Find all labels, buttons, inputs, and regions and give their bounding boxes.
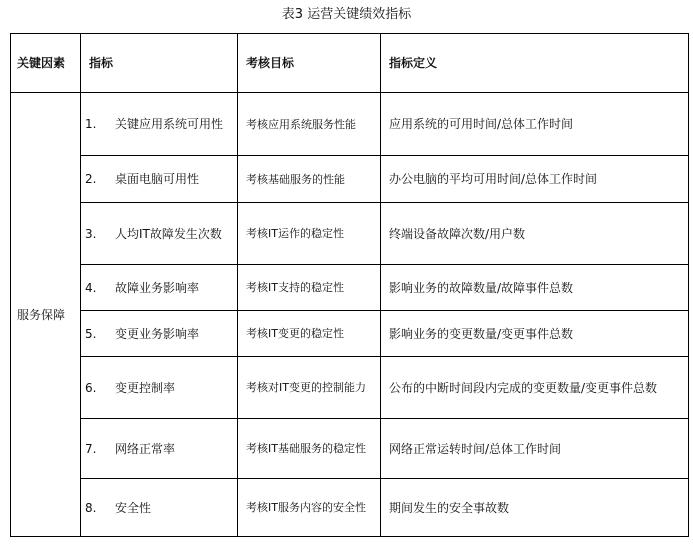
target-cell: 考核IT运作的稳定性	[238, 203, 381, 265]
header-metric: 指标	[81, 34, 238, 93]
metric-cell	[81, 203, 238, 265]
metric-name: 变更控制率	[115, 380, 176, 395]
metric-name: 安全性	[115, 500, 152, 515]
header-row	[11, 34, 689, 93]
table-row	[11, 203, 689, 265]
target-cell: 考核IT支持的稳定性	[238, 265, 381, 311]
target-cell: 考核IT基础服务的稳定性	[238, 419, 381, 479]
row-number: 5.	[85, 326, 97, 341]
metric-name: 故障业务影响率	[115, 280, 200, 295]
definition-cell: 应用系统的可用时间/总体工作时间	[381, 93, 689, 156]
definition-cell: 终端设备故障次数/用户数	[381, 203, 689, 265]
metric-cell	[81, 479, 238, 537]
row-number: 2.	[85, 172, 97, 186]
table-row	[11, 357, 689, 419]
target-cell: 考核对IT变更的控制能力	[238, 357, 381, 419]
header-definition: 指标定义	[381, 34, 689, 93]
metric-name: 关键应用系统可用性	[115, 117, 224, 131]
table-row	[11, 265, 689, 311]
metric-cell	[81, 419, 238, 479]
row-number: 7.	[85, 441, 97, 456]
row-number: 3.	[85, 226, 97, 241]
target-cell: 考核IT服务内容的安全性	[238, 479, 381, 537]
definition-cell: 影响业务的故障数量/故障事件总数	[381, 265, 689, 311]
metric-name: 变更业务影响率	[115, 326, 200, 341]
table-row	[11, 93, 689, 156]
metric-cell	[81, 93, 238, 156]
row-number: 4.	[85, 280, 97, 295]
target-cell: 考核基础服务的性能	[238, 156, 381, 203]
metric-cell	[81, 311, 238, 357]
row-number: 6.	[85, 380, 97, 395]
metric-name: 网络正常率	[115, 441, 176, 456]
metric-name: 桌面电脑可用性	[115, 172, 200, 186]
row-number: 8.	[85, 500, 97, 515]
definition-cell: 网络正常运转时间/总体工作时间	[381, 419, 689, 479]
header-target: 考核目标	[238, 34, 381, 93]
kpi-table	[10, 33, 689, 537]
metric-cell	[81, 265, 238, 311]
table-row	[11, 479, 689, 537]
definition-cell: 办公电脑的平均可用时间/总体工作时间	[381, 156, 689, 203]
definition-cell: 期间发生的安全事故数	[381, 479, 689, 537]
table-row	[11, 156, 689, 203]
definition-cell: 影响业务的变更数量/变更事件总数	[381, 311, 689, 357]
table-row	[11, 419, 689, 479]
definition-cell: 公布的中断时间段内完成的变更数量/变更事件总数	[381, 357, 689, 419]
metric-name: 人均IT故障发生次数	[115, 226, 222, 241]
table-caption: 表3 运营关键绩效指标	[281, 7, 412, 22]
table-row	[11, 311, 689, 357]
row-number: 1.	[85, 117, 97, 131]
header-factor: 关键因素	[11, 34, 81, 93]
target-cell: 考核应用系统服务性能	[238, 93, 381, 156]
factor-cell: 服务保障	[11, 93, 81, 537]
metric-cell	[81, 357, 238, 419]
target-cell: 考核IT变更的稳定性	[238, 311, 381, 357]
metric-cell	[81, 156, 238, 203]
